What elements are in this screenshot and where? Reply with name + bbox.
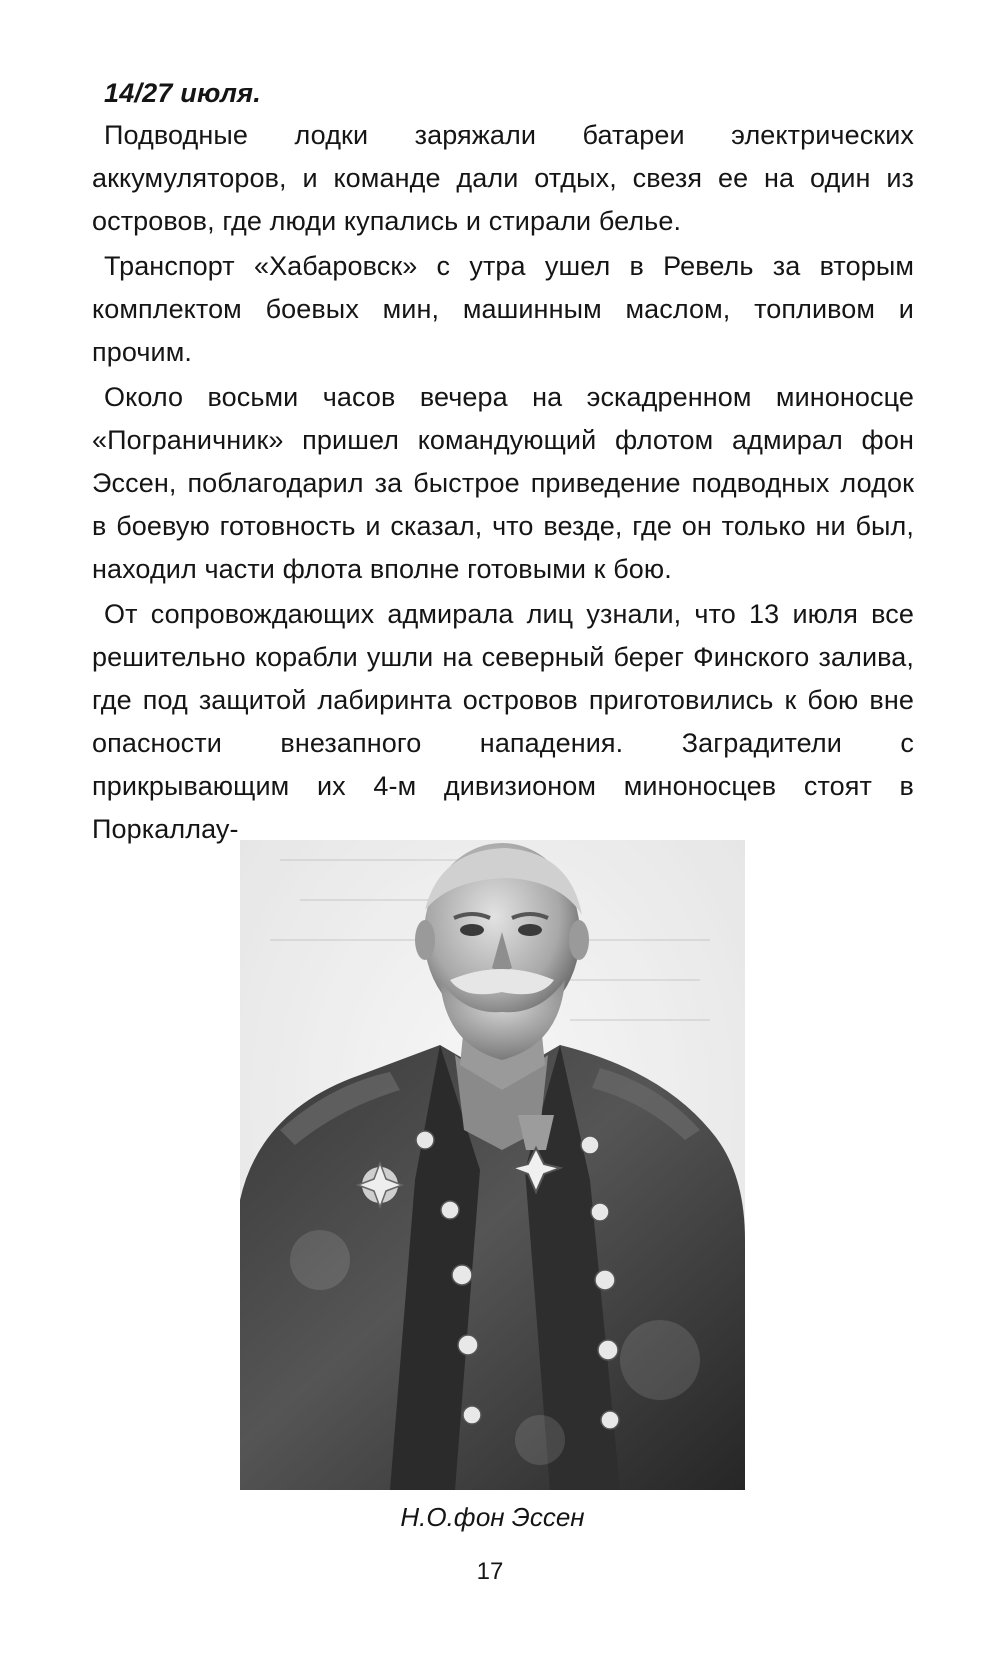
- portrait-illustration: [240, 840, 745, 1490]
- paragraph-3: Около восьми часов вечера на эскадренном миноносце «Пограничник» пришел командующий флотом адмирал фон Эссен, поблагодарил за быстрое приведение подводных лодок в боевую готовность и сказал, что везде, где он только ни был, находил части флота вполне готовыми к бою.: [92, 382, 914, 584]
- paragraph-4: От сопровождающих адмирала лиц узнали, что 13 июля все решительно корабли ушли на северный берег Финского залива, где под защитой лабиринта островов приготовились к бою вне опасности внезапного нападения. Заградители с прикрывающим их 4-м дивизионом миноносцев стоят в Поркаллау-: [92, 599, 914, 844]
- page-number: 17: [476, 1558, 504, 1585]
- date-heading: 14/27 июля.: [104, 78, 261, 108]
- photo-caption: Н.О.фон Эссен: [400, 1502, 585, 1532]
- paragraph-2: Транспорт «Хабаровск» с утра ушел в Ревель за вторым комплектом боевых мин, машинным маслом, топливом и прочим.: [92, 251, 914, 367]
- body-text: [92, 72, 914, 853]
- paragraph-1: Подводные лодки заряжали батареи электрических аккумуляторов, и команде дали отдых, свезя ее на один из островов, где люди купались и стирали белье.: [92, 120, 914, 236]
- portrait-photo: [240, 840, 745, 1490]
